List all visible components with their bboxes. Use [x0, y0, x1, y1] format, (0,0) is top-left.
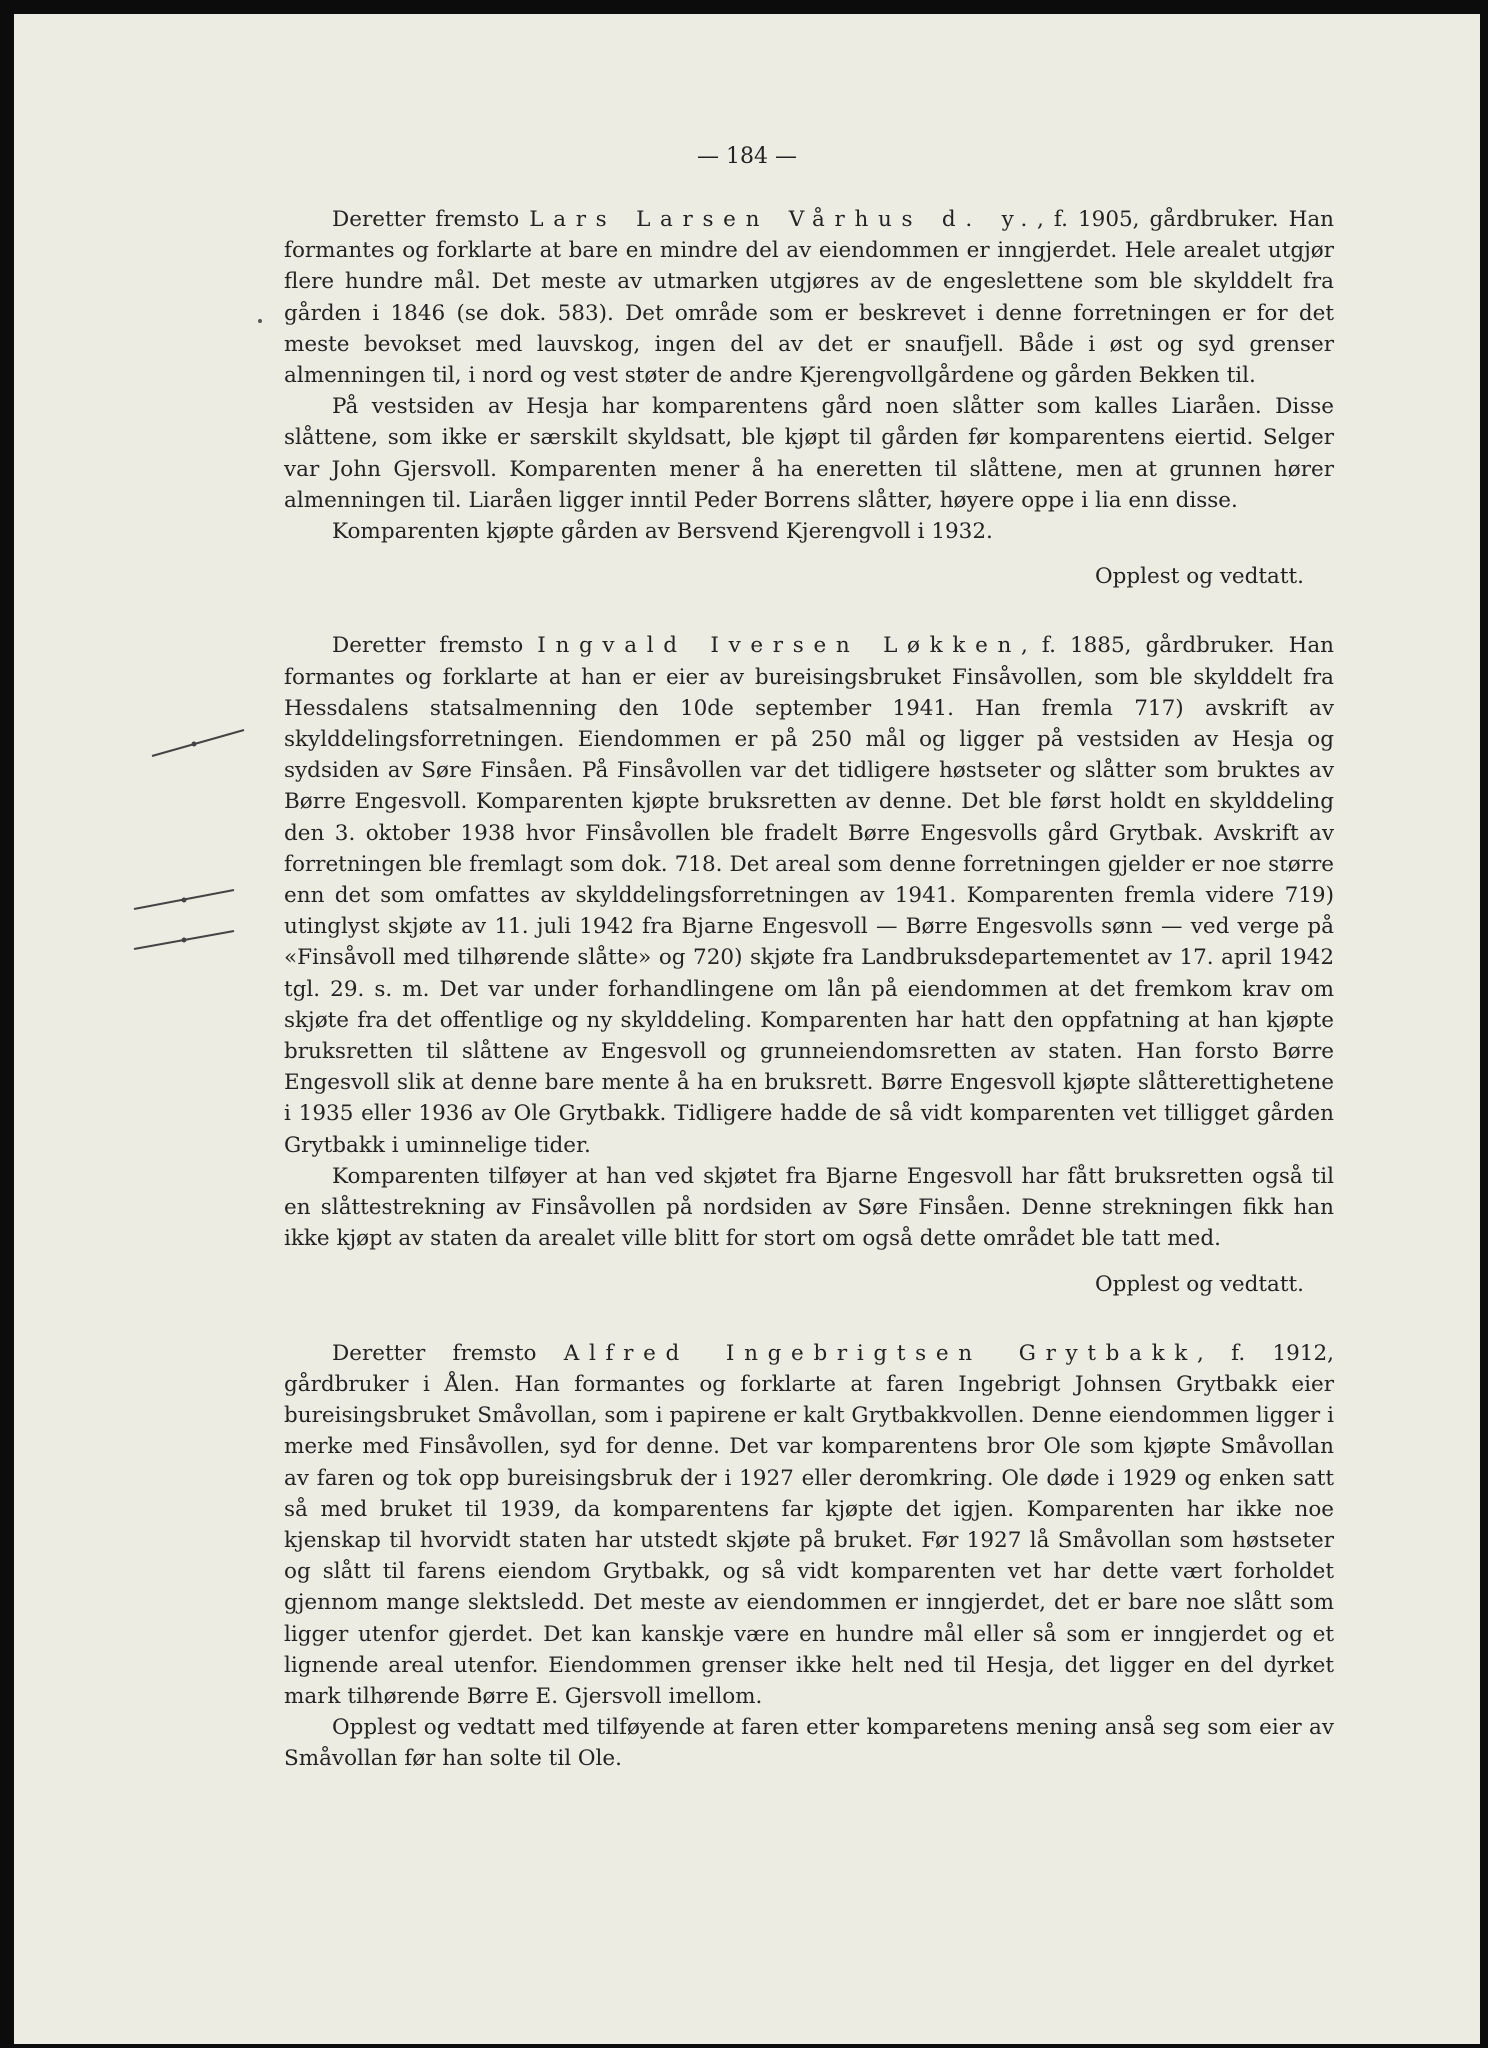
margin-mark-2: [134, 890, 234, 909]
margin-dot: [258, 319, 262, 323]
margin-mark-3: [134, 931, 234, 949]
person-name: Alfred Ingebrigtsen Grytbakk: [563, 1340, 1198, 1366]
page-number: — 184 —: [697, 144, 797, 169]
testimony-section: [284, 204, 1334, 592]
testimony-section: [284, 630, 1334, 1299]
testimony-section: [284, 1338, 1334, 1775]
person-name: Ingvald Iversen Løkken: [537, 633, 1022, 659]
paragraph: Opplest og vedtatt med tilføyende at faren etter komparetens mening anså seg som eier av Småvollan før han solte til Ole.: [284, 1715, 1334, 1772]
paragraph: Komparenten tilføyer at han ved skjøtet fra Bjarne Engesvoll har fått bruksretten også til en slåttestrekning av Finsåvollen på nordsiden av Søre Finsåen. Denne strekningen fikk han ikke kjøpt av staten da arealet ville blitt for stort om også dette området ble tatt med.: [284, 1163, 1334, 1252]
paragraph: Deretter fremsto Alfred Ingebrigtsen Grytbakk, f. 1912, gårdbruker i Ålen. Han formantes og forklarte at faren Ingebrigt Johnsen Grytbakk eier bureisingsbruket Småvollan, som i papirene er kalt Grytbakkvollen. Denne eiendommen ligger i merke med Finsåvollen, syd for denne. Det var komparentens bror Ole som kjøpte Småvollan av faren og tok opp bureisingsbruk der i 1927 eller deromkring. Ole døde i 1929 og enken satt så med bruket til 1939, da komparentens far kjøpte det igjen. Komparenten har ikke noe kjenskap til hvorvidt staten har utstedt skjøte på bruket. Før 1927 lå Småvollan som høstseter og slått til farens eiendom Grytbakk, og så vidt komparenten vet har dette vært forholdet gjennom mange slektsledd. Det meste av eiendommen er inngjerdet, det er bare noe slått som ligger utenfor gjerdet. Det kan kanskje være en hundre mål eller så som er inngjerdet og et lignende areal utenfor. Eiendommen grenser ikke helt ned til Hesja, det ligger en del dyrket mark tilhørende Børre E. Gjersvoll imellom.: [284, 1340, 1334, 1709]
margin-mark-1: [152, 730, 244, 756]
closing-line: Opplest og vedtatt.: [1094, 1271, 1304, 1297]
paragraph: På vestsiden av Hesja har komparentens gård noen slåtter som kalles Liaråen. Disse slåttene, som ikke er særskilt skyldsatt, ble kjøpt til gården før komparentens eiertid. Selger var John Gjersvoll. Komparenten mener å ha eneretten til slåttene, men at grunnen hører almenningen til. Liaråen ligger inntil Peder Borrens slåtter, høyere oppe i lia enn disse.: [284, 394, 1334, 513]
document-body: [284, 204, 1334, 1775]
paragraph: Komparenten kjøpte gården av Bersvend Kjerengvoll i 1932.: [332, 519, 993, 545]
closing-line: Opplest og vedtatt.: [1094, 564, 1304, 590]
document-page: [14, 14, 1480, 2044]
paragraph: Deretter fremsto Ingvald Iversen Løkken, f. 1885, gårdbruker. Han formantes og forklarte at han er eier av bureisingsbruket Finsåvollen, som ble skylddelt fra Hessdalens statsalmenning den 10de september 1941. Han fremla 717) avskrift av skylddelingsforretningen. Eiendommen er på 250 mål og ligger på vestsiden av Hesja og sydsiden av Søre Finsåen. På Finsåvollen var det tidligere høstseter og slåtter som bruktes av Børre Engesvoll. Komparenten kjøpte bruksretten av denne. Det ble først holdt en skylddeling den 3. oktober 1938 hvor Finsåvollen ble fradelt Børre Engesvolls gård Grytbak. Avskrift av forretningen ble fremlagt som dok. 718. Det areal som denne forretningen gjelder er noe større enn det som omfattes av skylddelingsforretningen av 1941. Komparenten fremla videre 719) utinglyst skjøte av 11. juli 1942 fra Bjarne Engesvoll — Børre Engesvolls sønn — ved verge på «Finsåvoll med tilhørende slåtte» og 720) skjøte fra Landbruksdepartementet av 17. april 1942 tgl. 29. s. m. Det var under forhandlingene om lån på eiendommen at det fremkom krav om skjøte fra det offentlige og ny skylddeling. Komparenten har hatt den oppfatning at han kjøpte bruksretten til slåttene av Engesvoll og grunneiendomsretten av staten. Han forsto Børre Engesvoll slik at denne bare mente å ha en bruksrett. Børre Engesvoll kjøpte slåtterettighetene i 1935 eller 1936 av Ole Grytbakk. Tidligere hadde de så vidt komparenten vet tilligget gården Grytbakk i uminnelige tider.: [284, 633, 1334, 1158]
person-name: Lars Larsen Vårhus d. y.: [529, 207, 1038, 232]
paragraph: Deretter fremsto Lars Larsen Vårhus d. y., f. 1905, gårdbruker. Han formantes og forklarte at bare en mindre del av eiendommen er inngjerdet. Hele arealet utgjør flere hundre mål. Det meste av utmarken utgjøres av de engeslettene som ble skylddelt fra gården i 1846 (se dok. 583). Det område som er beskrevet i denne forretningen er for det meste bevokset med lauvskog, ingen del av det er snaufjell. Både i øst og syd grenser almenningen til, i nord og vest støter de andre Kjerengvollgårdene og gården Bekken til.: [284, 207, 1334, 389]
